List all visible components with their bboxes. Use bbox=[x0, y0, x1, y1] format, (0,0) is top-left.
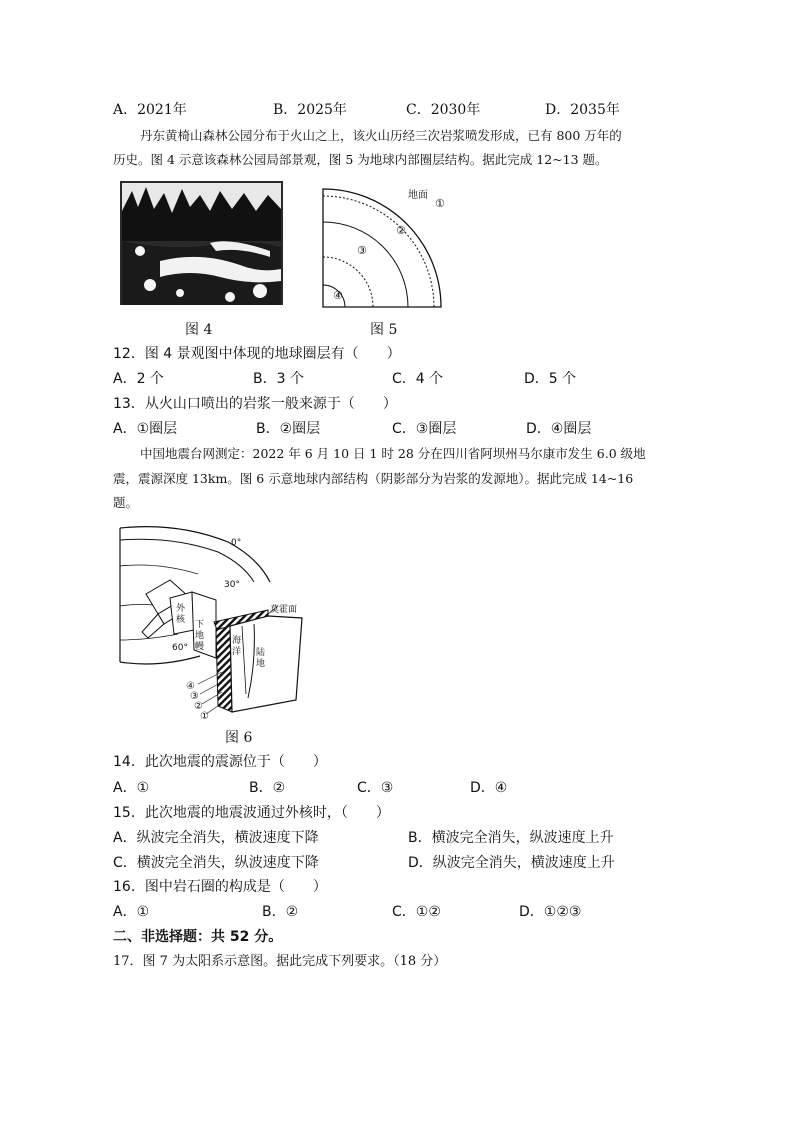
passage2-line3: 题。 bbox=[113, 495, 139, 510]
fig6-label-moho: 莫霍面 bbox=[270, 605, 298, 615]
q12-stem: 12．图 4 景观图中体现的地球圈层有（ ） bbox=[113, 346, 401, 362]
q11-option-b: B．2025年 bbox=[273, 102, 347, 118]
q13-option-a: A．①圈层 bbox=[113, 421, 178, 437]
q15-option-d: D．纵波完全消失，横波速度上升 bbox=[408, 855, 615, 871]
q13-option-c: C．③圈层 bbox=[392, 421, 457, 437]
q16-option-a: A．① bbox=[113, 904, 150, 920]
fig6-lat-30: 30° bbox=[224, 580, 240, 590]
q11-option-c: C．2030年 bbox=[406, 102, 481, 118]
q13-option-d: D．④圈层 bbox=[526, 421, 592, 437]
fig6-marker-1: ① bbox=[200, 711, 209, 722]
q13-stem: 13．从火山口喷出的岩浆一般来源于（ ） bbox=[113, 396, 397, 412]
q15-stem: 15．此次地震的地震波通过外核时，（ ） bbox=[113, 805, 390, 821]
q15-option-c: C．横波完全消失，纵波速度下降 bbox=[113, 855, 319, 871]
fig5-marker-1: ① bbox=[435, 197, 445, 210]
q12-option-b: B．3 个 bbox=[253, 371, 304, 387]
passage2-line1: 中国地震台网测定：2022 年 6 月 10 日 1 时 28 分在四川省阿坝州马尔康市发生 6.0 级地 bbox=[140, 446, 646, 461]
fig6-label-lower-mantle: 下地幔 bbox=[195, 620, 205, 652]
fig4-landscape-image bbox=[120, 181, 283, 305]
section2-title: 二、非选择题：共 52 分。 bbox=[113, 929, 283, 945]
q13-option-b: B．②圈层 bbox=[256, 421, 321, 437]
fig5-marker-4: ④ bbox=[333, 289, 343, 302]
fig6-marker-4: ④ bbox=[186, 681, 195, 692]
passage1-line1: 丹东黄椅山森林公园分布于火山之上，该火山历经三次岩浆喷发形成，已有 800 万年的 bbox=[140, 128, 622, 143]
q14-option-b: B．② bbox=[249, 780, 286, 796]
q14-option-d: D．④ bbox=[470, 780, 508, 796]
q14-option-a: A．① bbox=[113, 780, 150, 796]
fig5-caption: 图 5 bbox=[370, 322, 398, 338]
q11-option-d: D．2035年 bbox=[545, 102, 620, 118]
fig5-marker-2: ② bbox=[396, 224, 406, 237]
fig6-caption: 图 6 bbox=[225, 730, 253, 746]
fig4-photo bbox=[120, 181, 283, 305]
passage1-line2: 历史。图 4 示意该森林公园局部景观，图 5 为地球内部圈层结构。据此完成 12~13 题。 bbox=[113, 152, 608, 167]
q12-option-c: C．4 个 bbox=[392, 371, 444, 387]
fig4-caption: 图 4 bbox=[185, 322, 213, 338]
q17-stem: 17．图 7 为太阳系示意图。据此完成下列要求。（18 分） bbox=[113, 954, 447, 969]
fig6-label-ocean: 海洋 bbox=[232, 636, 242, 657]
q11-option-a: A．2021年 bbox=[113, 102, 187, 118]
q12-option-a: A．2 个 bbox=[113, 371, 164, 387]
q12-option-d: D．5 个 bbox=[524, 371, 577, 387]
fig6-label-outer-core: 外核 bbox=[176, 604, 186, 625]
q14-option-c: C．③ bbox=[357, 780, 394, 796]
q16-option-b: B．② bbox=[262, 904, 299, 920]
q15-option-b: B．横波完全消失，纵波速度上升 bbox=[408, 830, 614, 846]
q14-stem: 14．此次地震的震源位于（ ） bbox=[113, 754, 327, 770]
q16-stem: 16．图中岩石圈的构成是（ ） bbox=[113, 879, 327, 895]
fig5-marker-3: ③ bbox=[357, 244, 367, 257]
fig6-diagram bbox=[118, 522, 308, 720]
q15-option-a: A．纵波完全消失，横波速度下降 bbox=[113, 830, 319, 846]
fig6-marker-3: ③ bbox=[190, 691, 199, 702]
fig6-label-land: 陆地 bbox=[256, 648, 266, 669]
fig6-marker-2: ② bbox=[194, 701, 203, 712]
q16-option-c: C．①② bbox=[392, 904, 441, 920]
fig6-lat-60: 60° bbox=[172, 643, 188, 653]
passage2-line2: 震，震源深度 13km。图 6 示意地球内部结构（阴影部分为岩浆的发源地）。据此完成 14~16 bbox=[113, 471, 634, 486]
fig6-lat-0: 0° bbox=[231, 538, 242, 548]
q16-option-d: D．①②③ bbox=[519, 904, 582, 920]
fig5-label-surface: 地面 bbox=[408, 190, 428, 201]
